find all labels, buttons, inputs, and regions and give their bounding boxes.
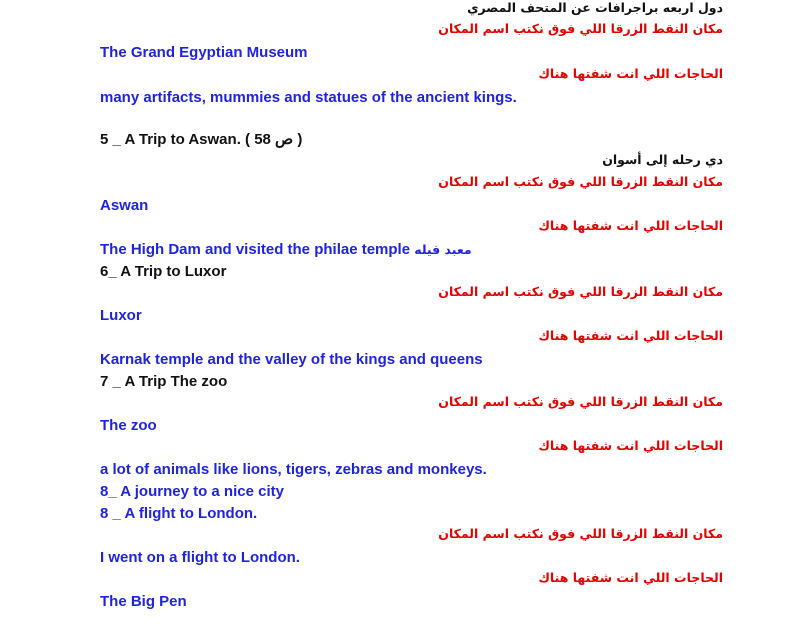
answer-things-luxor: Karnak temple and the valley of the kings and queens — [100, 351, 483, 368]
intro-note-museum: دول اربعه براجرافات عن المتحف المصري — [467, 0, 723, 15]
answer-place-london: I went on a flight to London. — [100, 549, 300, 566]
answer-things-aswan-en: The High Dam and visited the philae temple — [100, 241, 415, 258]
section-heading-journey: 8_ A journey to a nice city — [100, 483, 284, 500]
answer-place-museum: The Grand Egyptian Museum — [100, 44, 308, 61]
instruction-place: مكان النقط الزرقا اللي فوق نكتب اسم المكان — [438, 21, 723, 36]
answer-things-zoo: a lot of animals like lions, tigers, zebras and monkeys. — [100, 461, 487, 478]
section-heading-london: 8 _ A flight to London. — [100, 505, 258, 522]
instruction-things-seen: الحاجات اللي انت شفتها هناك — [538, 218, 723, 233]
answer-things-london: The Big Pen — [100, 593, 187, 610]
instruction-things-seen: الحاجات اللي انت شفتها هناك — [538, 66, 723, 81]
instruction-place: مكان النقط الزرقا اللي فوق نكتب اسم المكان — [438, 174, 723, 189]
instruction-things-seen: الحاجات اللي انت شفتها هناك — [538, 328, 723, 343]
instruction-place: مكان النقط الزرقا اللي فوق نكتب اسم المكان — [438, 284, 723, 299]
instruction-place: مكان النقط الزرقا اللي فوق نكتب اسم المكان — [438, 526, 723, 541]
section-heading-aswan: 5 _ A Trip to Aswan. ( ص 58 ) — [100, 131, 303, 148]
answer-place-luxor: Luxor — [100, 307, 142, 324]
intro-note-aswan: دي رحله إلى أسوان — [602, 152, 723, 167]
instruction-place: مكان النقط الزرقا اللي فوق نكتب اسم المكان — [438, 394, 723, 409]
answer-things-museum: many artifacts, mummies and statues of the ancient kings. — [100, 89, 517, 106]
instruction-things-seen: الحاجات اللي انت شفتها هناك — [538, 570, 723, 585]
instruction-things-seen: الحاجات اللي انت شفتها هناك — [538, 438, 723, 453]
section-heading-luxor: 6_ A Trip to Luxor — [100, 263, 227, 280]
answer-things-aswan — [100, 242, 472, 257]
answer-place-zoo: The zoo — [100, 417, 157, 434]
answer-place-aswan: Aswan — [100, 197, 149, 214]
section-heading-zoo: 7 _ A Trip The zoo — [100, 373, 228, 390]
answer-things-aswan-ar: معبد فيله — [414, 242, 472, 257]
